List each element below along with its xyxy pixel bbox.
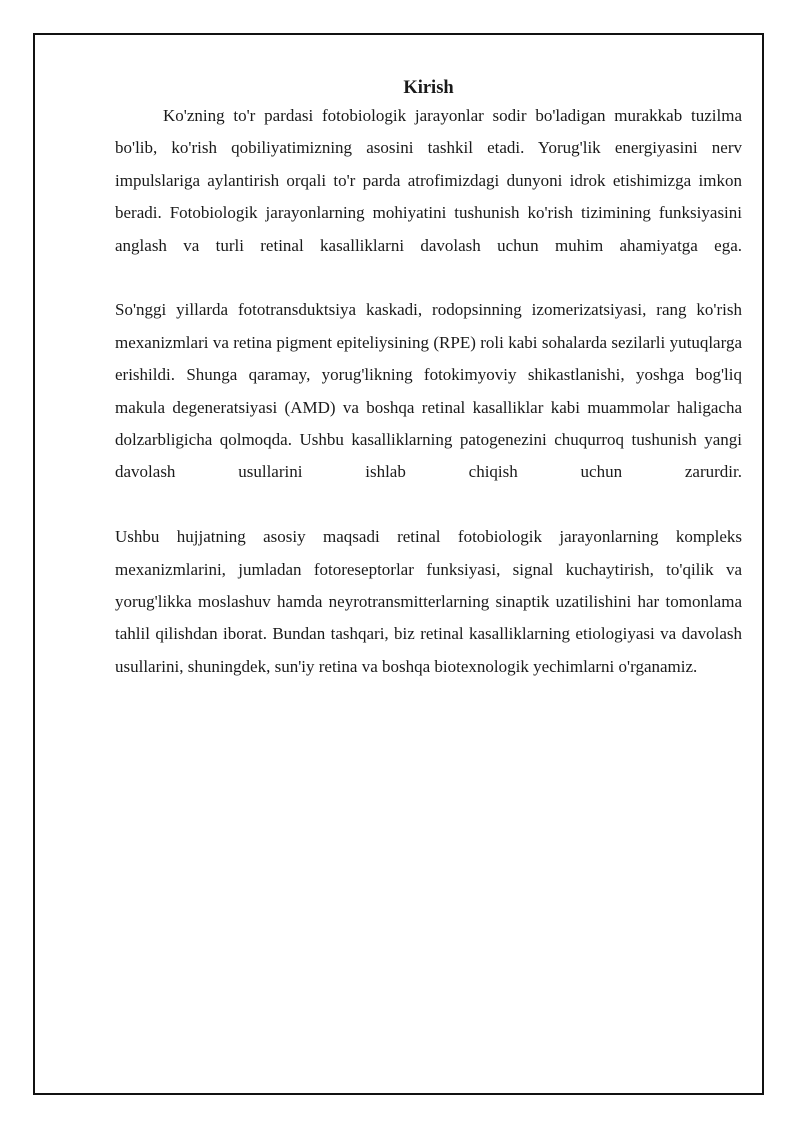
document-title: Kirish	[403, 78, 454, 98]
document-body	[115, 76, 742, 683]
paragraph-gap	[115, 262, 742, 294]
paragraph-objective: Ushbu hujjatning asosiy maqsadi retinal fotobiologik jarayonlarning kompleks mexanizmlarini, jumladan fotoreseptorlar funksiyasi, signal kuchaytirish, to'qilik va yorug'likka moslashuv hamda neyrotransmitterlarning sinaptik uzatilishini har tomonlama tahlil qilishdan iborat. Bundan tashqari, biz retinal kasalliklarning etiologiyasi va davolash usullarini, shuningdek, sun'iy retina va boshqa biotexnologik yechimlarni o'rganamiz.	[115, 527, 742, 676]
paragraph-gap	[115, 489, 742, 521]
paragraph-introduction: Ko'zning to'r pardasi fotobiologik jarayonlar sodir bo'ladigan murakkab tuzilma bo'lib, ko'rish qobiliyatimizning asosini tashkil etadi. Yorug'lik energiyasini nerv impulslariga aylantirish orqali to'r parda atrofimizdagi dunyoni idrok etishimizga imkon beradi. Fotobiologik jarayonlarning mohiyatini tushunish ko'rish tizimining funksiyasini anglash va turli retinal kasalliklarni davolash uchun muhim ahamiyatga ega.	[115, 106, 742, 255]
paragraph-recent-advances: So'nggi yillarda fototransduktsiya kaskadi, rodopsinning izomerizatsiyasi, rang ko'rish mexanizmlari va retina pigment epiteliysining (RPE) roli kabi sohalarda sezilarli yutuqlarga erishildi. Shunga qaramay, yorug'likning fotokimyoviy shikastlanishi, yoshga bog'liq makula degeneratsiyasi (AMD) va boshqa retinal kasalliklar kabi muammolar haligacha dolzarbligicha qolmoqda. Ushbu kasalliklarning patogenezini chuqurroq tushunish yangi davolash usullarini ishlab chiqish uchun zarurdir.	[115, 300, 742, 482]
